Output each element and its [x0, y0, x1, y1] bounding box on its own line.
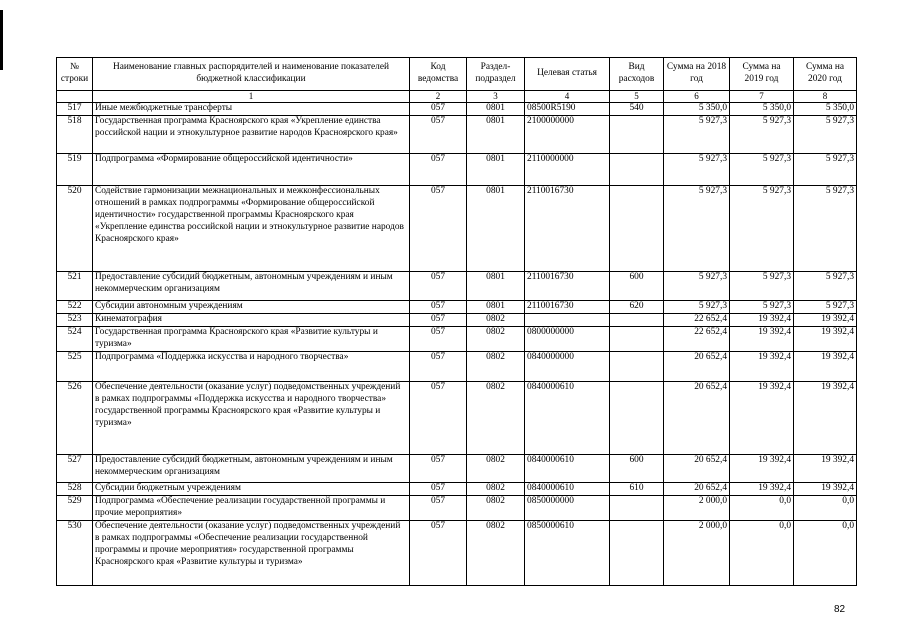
- row-name: Подпрограмма «Формирование общероссийской идентичности»: [93, 154, 410, 186]
- row-target: 2100000000: [525, 116, 610, 154]
- row-section: 0802: [467, 455, 525, 483]
- column-index: 5: [610, 91, 664, 103]
- row-expense-type: [610, 496, 664, 521]
- row-sum-2019: 0,0: [730, 521, 794, 586]
- table-body: [57, 103, 857, 586]
- page-number: 82: [834, 604, 846, 615]
- row-dept-code: 057: [410, 103, 467, 116]
- row-sum-2020: 5 927,3: [794, 272, 857, 301]
- row-number: 528: [57, 483, 93, 496]
- row-dept-code: 057: [410, 496, 467, 521]
- row-sum-2018: 5 927,3: [664, 116, 730, 154]
- row-target: 08500R5190: [525, 103, 610, 116]
- row-dept-code: 057: [410, 382, 467, 455]
- row-name: Субсидии бюджетным учреждениям: [93, 483, 410, 496]
- row-number: 521: [57, 272, 93, 301]
- header-name: Наименование главных распорядителей и наименование показателей бюджетной классификации: [93, 58, 410, 91]
- row-sum-2020: 19 392,4: [794, 352, 857, 382]
- row-sum-2020: 0,0: [794, 521, 857, 586]
- table-row: [57, 186, 857, 272]
- row-sum-2018: 20 652,4: [664, 455, 730, 483]
- row-section: 0801: [467, 272, 525, 301]
- table-row: [57, 116, 857, 154]
- row-dept-code: 057: [410, 272, 467, 301]
- row-sum-2018: 2 000,0: [664, 496, 730, 521]
- row-sum-2020: 5 927,3: [794, 116, 857, 154]
- row-dept-code: 057: [410, 455, 467, 483]
- row-name: Кинематография: [93, 314, 410, 327]
- row-target: 2110016730: [525, 186, 610, 272]
- row-number: 519: [57, 154, 93, 186]
- row-target: 0840000000: [525, 352, 610, 382]
- column-index: [57, 91, 93, 103]
- row-dept-code: 057: [410, 327, 467, 352]
- row-sum-2020: 5 927,3: [794, 154, 857, 186]
- row-name: Государственная программа Красноярского края «Развитие культуры и туризма»: [93, 327, 410, 352]
- table-row: [57, 382, 857, 455]
- header-row-no: № строки: [57, 58, 93, 91]
- row-target: 0850000000: [525, 496, 610, 521]
- row-number: 529: [57, 496, 93, 521]
- row-sum-2019: 19 392,4: [730, 382, 794, 455]
- row-sum-2020: 19 392,4: [794, 455, 857, 483]
- row-name: Иные межбюджетные трансферты: [93, 103, 410, 116]
- row-dept-code: 057: [410, 301, 467, 314]
- row-target: 2110000000: [525, 154, 610, 186]
- header-row: [57, 58, 857, 91]
- row-target: 0840000610: [525, 455, 610, 483]
- scan-edge-mark: [0, 10, 3, 70]
- header-section: Раздел-подраздел: [467, 58, 525, 91]
- row-sum-2019: 19 392,4: [730, 483, 794, 496]
- row-sum-2018: 5 927,3: [664, 301, 730, 314]
- row-dept-code: 057: [410, 521, 467, 586]
- row-sum-2020: 19 392,4: [794, 327, 857, 352]
- row-section: 0802: [467, 352, 525, 382]
- row-section: 0802: [467, 327, 525, 352]
- row-sum-2019: 5 927,3: [730, 301, 794, 314]
- row-name: Субсидии автономным учреждениям: [93, 301, 410, 314]
- row-sum-2018: 5 927,3: [664, 272, 730, 301]
- row-sum-2019: 5 350,0: [730, 103, 794, 116]
- row-number: 527: [57, 455, 93, 483]
- row-expense-type: [610, 352, 664, 382]
- row-number: 526: [57, 382, 93, 455]
- row-name: Предоставление субсидий бюджетным, автономным учреждениям и иным некоммерческим организациям: [93, 272, 410, 301]
- row-section: 0802: [467, 496, 525, 521]
- row-sum-2019: 19 392,4: [730, 352, 794, 382]
- row-sum-2019: 19 392,4: [730, 327, 794, 352]
- row-dept-code: 057: [410, 483, 467, 496]
- row-expense-type: 610: [610, 483, 664, 496]
- row-section: 0801: [467, 103, 525, 116]
- row-expense-type: [610, 186, 664, 272]
- header-sum-2018: Сумма на 2018 год: [664, 58, 730, 91]
- row-sum-2019: 0,0: [730, 496, 794, 521]
- row-sum-2019: 19 392,4: [730, 455, 794, 483]
- row-dept-code: 057: [410, 314, 467, 327]
- column-index: 4: [525, 91, 610, 103]
- row-name: Предоставление субсидий бюджетным, автономным учреждениям и иным некоммерческим организациям: [93, 455, 410, 483]
- row-number: 520: [57, 186, 93, 272]
- table-row: [57, 314, 857, 327]
- row-sum-2019: 5 927,3: [730, 116, 794, 154]
- column-index: 1: [93, 91, 410, 103]
- row-section: 0801: [467, 301, 525, 314]
- row-name: Обеспечение деятельности (оказание услуг) подведомственных учреждений в рамках подпрограммы «Обеспечение реализации государственной программы и прочие мероприятия» государственной программы Красноярского края «Развитие культуры и туризма»: [93, 521, 410, 586]
- budget-table: [56, 57, 857, 586]
- row-section: 0802: [467, 483, 525, 496]
- column-index: 2: [410, 91, 467, 103]
- column-index: 3: [467, 91, 525, 103]
- table-row: [57, 301, 857, 314]
- row-target: 0850000610: [525, 521, 610, 586]
- table-row: [57, 352, 857, 382]
- header-expense-type: Вид расходов: [610, 58, 664, 91]
- row-section: 0801: [467, 154, 525, 186]
- table-row: [57, 455, 857, 483]
- row-expense-type: 540: [610, 103, 664, 116]
- row-number: 530: [57, 521, 93, 586]
- row-sum-2018: 5 350,0: [664, 103, 730, 116]
- header-sum-2020: Сумма на 2020 год: [794, 58, 857, 91]
- row-sum-2020: 19 392,4: [794, 314, 857, 327]
- row-expense-type: [610, 521, 664, 586]
- row-sum-2019: 5 927,3: [730, 186, 794, 272]
- row-sum-2019: 5 927,3: [730, 272, 794, 301]
- row-number: 518: [57, 116, 93, 154]
- row-target: 0840000610: [525, 483, 610, 496]
- row-dept-code: 057: [410, 116, 467, 154]
- row-expense-type: [610, 154, 664, 186]
- row-sum-2018: 5 927,3: [664, 154, 730, 186]
- row-sum-2018: 20 652,4: [664, 382, 730, 455]
- row-expense-type: 620: [610, 301, 664, 314]
- row-sum-2020: 19 392,4: [794, 483, 857, 496]
- row-sum-2020: 5 350,0: [794, 103, 857, 116]
- column-index: 7: [730, 91, 794, 103]
- header-target: Целевая статья: [525, 58, 610, 91]
- row-target: 2110016730: [525, 272, 610, 301]
- row-name: Содействие гармонизации межнациональных и межконфессиональных отношений в рамках подпрограммы «Формирование общероссийской идентичности» государственной программы Красноярского края «Укрепление единства российской нации и этнокультурное развитие народов Красноярского края»: [93, 186, 410, 272]
- row-target: 2110016730: [525, 301, 610, 314]
- column-index: 6: [664, 91, 730, 103]
- row-expense-type: [610, 327, 664, 352]
- row-number: 523: [57, 314, 93, 327]
- row-sum-2020: 5 927,3: [794, 186, 857, 272]
- row-sum-2018: 2 000,0: [664, 521, 730, 586]
- table-row: [57, 483, 857, 496]
- table-row: [57, 272, 857, 301]
- row-sum-2018: 20 652,4: [664, 483, 730, 496]
- row-name: Государственная программа Красноярского края «Укрепление единства российской нации и этнокультурное развитие народов Красноярского края»: [93, 116, 410, 154]
- row-number: 517: [57, 103, 93, 116]
- row-number: 522: [57, 301, 93, 314]
- row-dept-code: 057: [410, 186, 467, 272]
- header-dept-code: Код ведомства: [410, 58, 467, 91]
- row-sum-2018: 22 652,4: [664, 327, 730, 352]
- row-sum-2020: 0,0: [794, 496, 857, 521]
- row-section: 0801: [467, 116, 525, 154]
- row-expense-type: [610, 116, 664, 154]
- column-index: 8: [794, 91, 857, 103]
- row-sum-2019: 19 392,4: [730, 314, 794, 327]
- header-sum-2019: Сумма на 2019 год: [730, 58, 794, 91]
- row-sum-2019: 5 927,3: [730, 154, 794, 186]
- row-target: 0840000610: [525, 382, 610, 455]
- row-expense-type: 600: [610, 272, 664, 301]
- table-row: [57, 327, 857, 352]
- row-name: Обеспечение деятельности (оказание услуг) подведомственных учреждений в рамках подпрограммы «Поддержка искусства и народного творчества» государственной программы Красноярского края «Развитие культуры и туризма»: [93, 382, 410, 455]
- row-target: 0800000000: [525, 327, 610, 352]
- table-row: [57, 521, 857, 586]
- row-expense-type: 600: [610, 455, 664, 483]
- row-sum-2020: 5 927,3: [794, 301, 857, 314]
- row-sum-2020: 19 392,4: [794, 382, 857, 455]
- row-number: 525: [57, 352, 93, 382]
- table-row: [57, 496, 857, 521]
- row-expense-type: [610, 382, 664, 455]
- row-section: 0802: [467, 314, 525, 327]
- table-row: [57, 103, 857, 116]
- row-target: [525, 314, 610, 327]
- row-dept-code: 057: [410, 154, 467, 186]
- column-index-row: [57, 91, 857, 103]
- row-section: 0801: [467, 186, 525, 272]
- table-row: [57, 154, 857, 186]
- row-section: 0802: [467, 382, 525, 455]
- row-sum-2018: 20 652,4: [664, 352, 730, 382]
- row-section: 0802: [467, 521, 525, 586]
- row-number: 524: [57, 327, 93, 352]
- row-sum-2018: 5 927,3: [664, 186, 730, 272]
- row-dept-code: 057: [410, 352, 467, 382]
- row-name: Подпрограмма «Обеспечение реализации государственной программы и прочие мероприятия»: [93, 496, 410, 521]
- row-expense-type: [610, 314, 664, 327]
- row-name: Подпрограмма «Поддержка искусства и народного творчества»: [93, 352, 410, 382]
- row-sum-2018: 22 652,4: [664, 314, 730, 327]
